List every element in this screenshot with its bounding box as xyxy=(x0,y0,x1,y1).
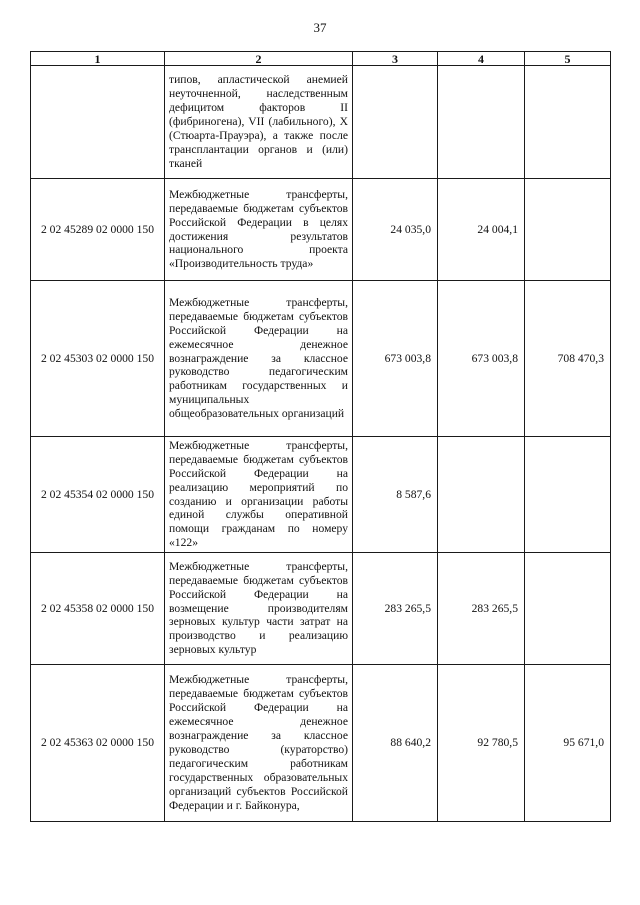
column-header-2: 2 xyxy=(165,52,353,66)
value-col5 xyxy=(525,179,611,281)
value-col3: 8 587,6 xyxy=(353,437,438,553)
column-header-4: 4 xyxy=(438,52,525,66)
table-row xyxy=(31,281,611,437)
value-col3: 673 003,8 xyxy=(353,281,438,437)
budget-code: 2 02 45354 02 0000 150 xyxy=(31,437,165,553)
value-col5: 708 470,3 xyxy=(525,281,611,437)
budget-table xyxy=(30,51,611,822)
value-col3: 283 265,5 xyxy=(353,553,438,665)
value-col3: 88 640,2 xyxy=(353,665,438,822)
value-col4: 283 265,5 xyxy=(438,553,525,665)
description: Межбюджетные трансферты, передаваемые бюджетам субъектов Российской Федерации в целях достижения результатов национального проекта «Производительность труда» xyxy=(165,179,353,281)
budget-code: 2 02 45363 02 0000 150 xyxy=(31,665,165,822)
description: Межбюджетные трансферты, передаваемые бюджетам субъектов Российской Федерации на реализацию мероприятий по созданию и организации работы единой службы оперативной помощи гражданам по номеру «122» xyxy=(165,437,353,553)
column-header-3: 3 xyxy=(353,52,438,66)
table-row xyxy=(31,66,611,179)
page-number: 37 xyxy=(313,20,327,35)
value-col3: 24 035,0 xyxy=(353,179,438,281)
value-col5 xyxy=(525,437,611,553)
budget-code: 2 02 45289 02 0000 150 xyxy=(31,179,165,281)
value-col4: 673 003,8 xyxy=(438,281,525,437)
value-col4 xyxy=(438,437,525,553)
column-header-5: 5 xyxy=(525,52,611,66)
budget-code: 2 02 45358 02 0000 150 xyxy=(31,553,165,665)
table-row xyxy=(31,179,611,281)
budget-code: 2 02 45303 02 0000 150 xyxy=(31,281,165,437)
header-row xyxy=(31,52,611,66)
value-col4: 92 780,5 xyxy=(438,665,525,822)
column-header-1: 1 xyxy=(31,52,165,66)
value-col5 xyxy=(525,553,611,665)
value-col5: 95 671,0 xyxy=(525,665,611,822)
value-col4: 24 004,1 xyxy=(438,179,525,281)
description: Межбюджетные трансферты, передаваемые бюджетам субъектов Российской Федерации на возмещение производителям зерновых культур части затрат на производство и реализацию зерновых культур xyxy=(165,553,353,665)
value-col4 xyxy=(438,66,525,179)
description: типов, апластической анемией неуточненной, наследственным дефицитом факторов II (фибриногена), VII (лабильного), X (Стюарта-Прауэра), а также после трансплантации органов и (или) тканей xyxy=(165,66,353,179)
description: Межбюджетные трансферты, передаваемые бюджетам субъектов Российской Федерации на ежемесячное денежное вознаграждение за классное руководство педагогическим работникам государственных и муниципальных общеобразовательных организаций xyxy=(165,281,353,437)
description: Межбюджетные трансферты, передаваемые бюджетам субъектов Российской Федерации на ежемесячное денежное вознаграждение за классное руководство (кураторство) педагогическим работникам государственных образовательных организаций субъектов Российской Федерации и г. Байконура, xyxy=(165,665,353,822)
value-col3 xyxy=(353,66,438,179)
table-row xyxy=(31,665,611,822)
value-col5 xyxy=(525,66,611,179)
table-row xyxy=(31,437,611,553)
table-row xyxy=(31,553,611,665)
budget-code xyxy=(31,66,165,179)
